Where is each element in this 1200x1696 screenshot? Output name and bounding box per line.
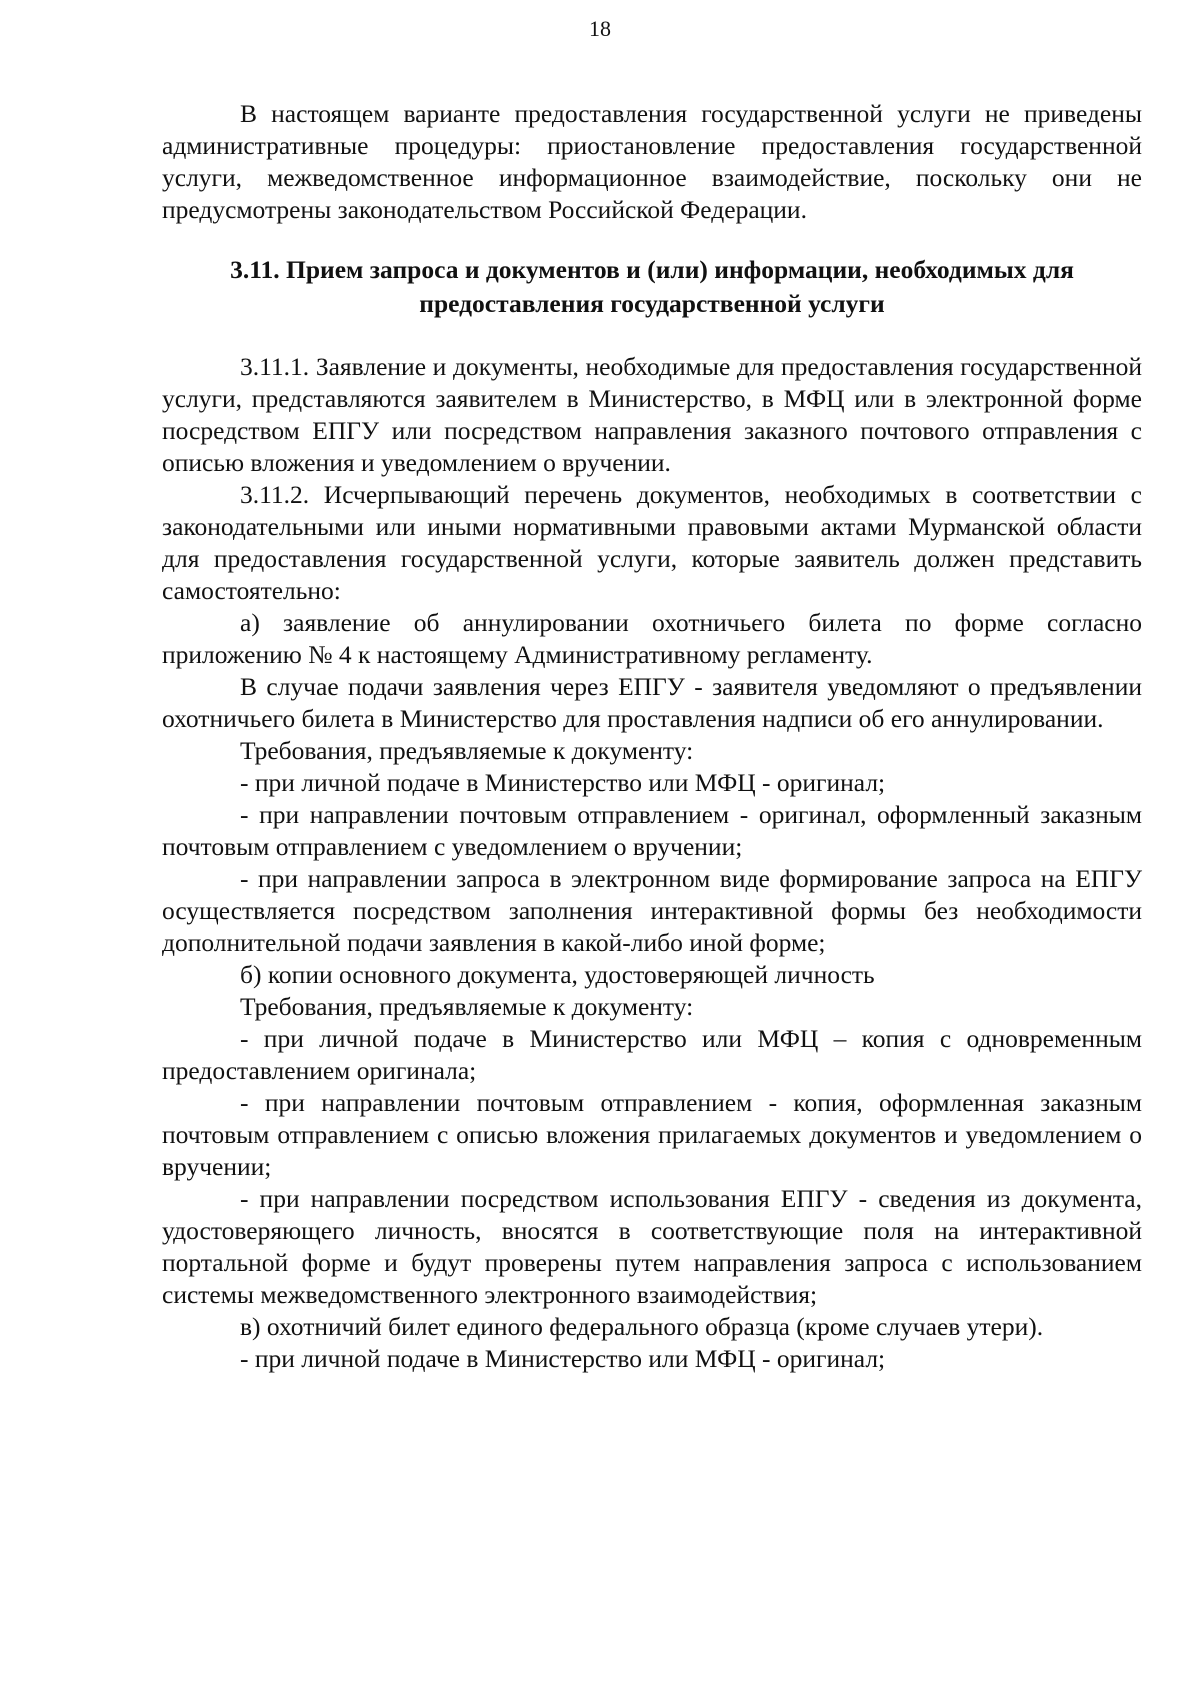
requirement-item: - при личной подаче в Министерство или МФЦ - оригинал;: [240, 768, 886, 797]
requirements-heading: Требования, предъявляемые к документу:: [240, 992, 694, 1021]
intro-paragraph: В настоящем варианте предоставления государственной услуги не приведены административные процедуры: приостановление предоставления государственной услуги, межведомственное информационное взаимодействие, поскольку они не предусмотрены законодательством Российской Федерации.: [162, 99, 1142, 224]
section-heading: 3.11. Прием запроса и документов и (или) информации, необходимых для предоставления государственной услуги: [230, 255, 1074, 318]
requirement-item: - при личной подаче в Министерство или МФЦ - оригинал;: [240, 1344, 886, 1373]
item-b: б) копии основного документа, удостоверяющей личность: [240, 960, 875, 989]
requirements-heading: Требования, предъявляемые к документу:: [240, 736, 694, 765]
requirement-item: - при направлении посредством использования ЕПГУ - сведения из документа, удостоверяющего личность, вносятся в соответствующие поля на интерактивной портальной форме и будут проверены путем направления запроса с использованием системы межведомственного электронного взаимодействия;: [162, 1184, 1142, 1309]
document-body: [162, 98, 1142, 1375]
requirement-item: - при личной подаче в Министерство или МФЦ – копия с одновременным предоставлением оригинала;: [162, 1024, 1142, 1085]
item-a: а) заявление об аннулировании охотничьего билета по форме согласно приложению № 4 к настоящему Административному регламенту.: [162, 608, 1142, 669]
requirement-item: - при направлении почтовым отправлением - копия, оформленная заказным почтовым отправлением с описью вложения прилагаемых документов и уведомлением о вручении;: [162, 1088, 1142, 1181]
requirement-item: - при направлении почтовым отправлением - оригинал, оформленный заказным почтовым отправлением с уведомлением о вручении;: [162, 800, 1142, 861]
epgu-note-paragraph: В случае подачи заявления через ЕПГУ - заявителя уведомляют о предъявлении охотничьего билета в Министерство для проставления надписи об его аннулировании.: [162, 672, 1142, 733]
requirement-item: - при направлении запроса в электронном виде формирование запроса на ЕПГУ осуществляется посредством заполнения интерактивной формы без необходимости дополнительной подачи заявления в какой-либо иной форме;: [162, 864, 1142, 957]
item-v: в) охотничий билет единого федерального образца (кроме случаев утери).: [240, 1312, 1044, 1341]
paragraph-3-11-2: 3.11.2. Исчерпывающий перечень документов, необходимых в соответствии с законодательными или иными нормативными правовыми актами Мурманской области для предоставления государственной услуги, которые заявитель должен представить самостоятельно:: [162, 480, 1142, 605]
paragraph-3-11-1: 3.11.1. Заявление и документы, необходимые для предоставления государственной услуги, представляются заявителем в Министерство, в МФЦ или в электронной форме посредством ЕПГУ или посредством направления заказного почтового отправления с описью вложения и уведомлением о вручении.: [162, 352, 1142, 477]
page-number: 18: [589, 16, 611, 41]
